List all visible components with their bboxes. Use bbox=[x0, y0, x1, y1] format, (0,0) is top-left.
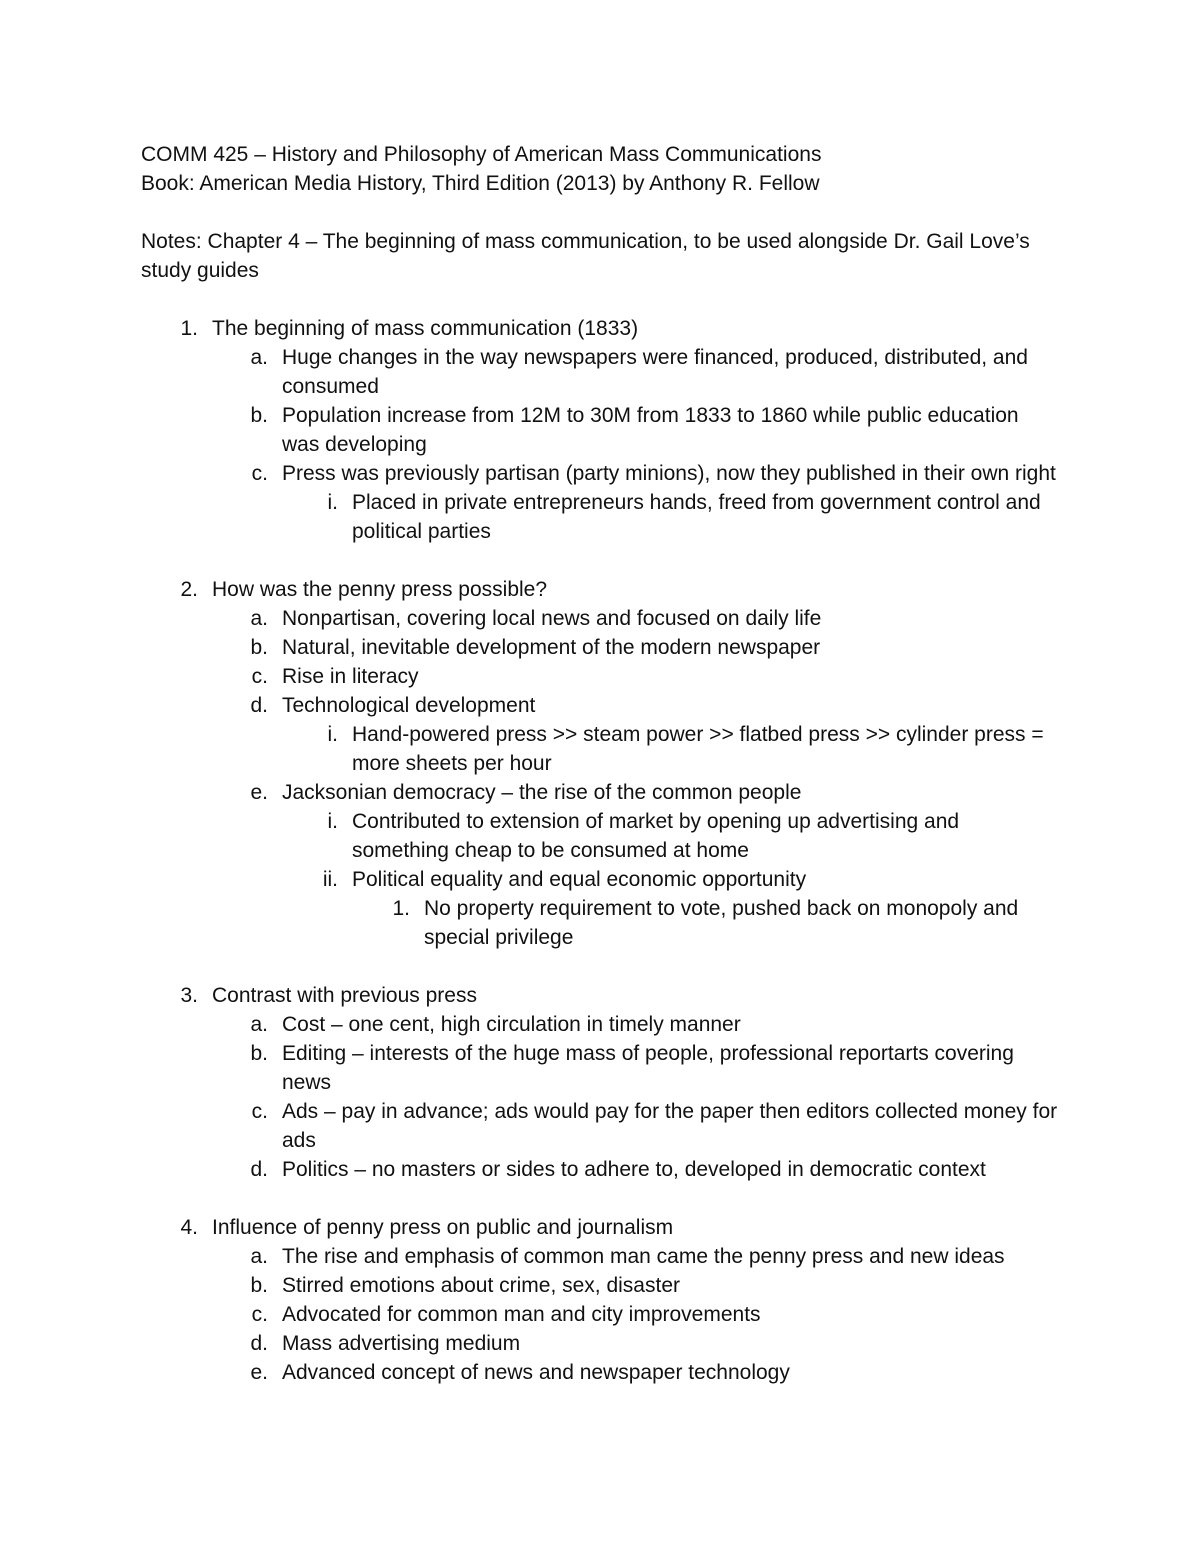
list-marker: i. bbox=[327, 723, 338, 746]
document-page bbox=[141, 140, 1061, 1387]
list-item-text: Advanced concept of news and newspaper technology bbox=[282, 1361, 790, 1384]
list-marker: c. bbox=[251, 1303, 268, 1326]
sub-sub-list-item bbox=[141, 894, 1061, 952]
notes-heading: Notes: Chapter 4 – The beginning of mass communication, to be used alongside Dr. Gail Love’s study guides bbox=[141, 230, 1030, 282]
list-marker: a. bbox=[250, 346, 268, 369]
list-marker: 3. bbox=[180, 984, 198, 1007]
sub-list-item bbox=[141, 865, 1061, 894]
list-item-text: Contrast with previous press bbox=[212, 984, 477, 1007]
spacer bbox=[141, 952, 1061, 981]
list-item-text: The rise and emphasis of common man came the penny press and new ideas bbox=[282, 1245, 1005, 1268]
list-item bbox=[141, 1358, 1061, 1387]
list-item bbox=[141, 343, 1061, 401]
sub-list-item bbox=[141, 488, 1061, 546]
list-marker: i. bbox=[327, 810, 338, 833]
list-marker: a. bbox=[250, 607, 268, 630]
list-item bbox=[141, 1097, 1061, 1155]
list-item bbox=[141, 401, 1061, 459]
list-marker: d. bbox=[250, 1332, 268, 1355]
outline-list bbox=[141, 314, 1061, 1387]
list-item-text: Technological development bbox=[282, 694, 536, 717]
list-item-text: Cost – one cent, high circulation in timely manner bbox=[282, 1013, 741, 1036]
list-marker: b. bbox=[250, 1042, 268, 1065]
list-marker: a. bbox=[250, 1013, 268, 1036]
list-marker: a. bbox=[250, 1245, 268, 1268]
list-marker: 1. bbox=[180, 317, 198, 340]
list-marker: c. bbox=[251, 1100, 268, 1123]
list-marker: b. bbox=[250, 404, 268, 427]
list-item-text: No property requirement to vote, pushed back on monopoly and special privilege bbox=[424, 897, 1019, 949]
list-item bbox=[141, 1329, 1061, 1358]
list-item-text: Nonpartisan, covering local news and focused on daily life bbox=[282, 607, 822, 630]
list-item-text: The beginning of mass communication (1833) bbox=[212, 317, 639, 340]
list-marker: 4. bbox=[180, 1216, 198, 1239]
list-item bbox=[141, 778, 1061, 807]
section-heading bbox=[141, 314, 1061, 343]
list-item-text: Press was previously partisan (party minions), now they published in their own right bbox=[282, 462, 1056, 485]
list-marker: b. bbox=[250, 636, 268, 659]
list-marker: ii. bbox=[322, 868, 338, 891]
list-item-text: Population increase from 12M to 30M from 1833 to 1860 while public education was developing bbox=[282, 404, 1019, 456]
section-heading bbox=[141, 981, 1061, 1010]
list-item-text: Natural, inevitable development of the modern newspaper bbox=[282, 636, 821, 659]
spacer bbox=[141, 198, 1061, 227]
list-marker: c. bbox=[251, 665, 268, 688]
spacer bbox=[141, 546, 1061, 575]
list-marker: 2. bbox=[180, 578, 198, 601]
list-item-text: Contributed to extension of market by opening up advertising and something cheap to be consumed at home bbox=[352, 810, 960, 862]
list-item-text: Mass advertising medium bbox=[282, 1332, 521, 1355]
list-item bbox=[141, 1300, 1061, 1329]
sub-list-item bbox=[141, 720, 1061, 778]
list-item-text: Stirred emotions about crime, sex, disaster bbox=[282, 1274, 680, 1297]
list-item-text: Huge changes in the way newspapers were financed, produced, distributed, and consumed bbox=[282, 346, 1028, 398]
list-item-text: Advocated for common man and city improvements bbox=[282, 1303, 761, 1326]
list-item-text: Ads – pay in advance; ads would pay for the paper then editors collected money for ads bbox=[282, 1100, 1058, 1152]
list-item-text: Jacksonian democracy – the rise of the common people bbox=[282, 781, 802, 804]
spacer bbox=[141, 285, 1061, 314]
list-marker: d. bbox=[250, 1158, 268, 1181]
section-heading bbox=[141, 1213, 1061, 1242]
list-item bbox=[141, 459, 1061, 488]
list-item bbox=[141, 1039, 1061, 1097]
list-item bbox=[141, 662, 1061, 691]
list-item bbox=[141, 604, 1061, 633]
list-item bbox=[141, 1271, 1061, 1300]
list-marker: i. bbox=[327, 491, 338, 514]
list-item-text: How was the penny press possible? bbox=[212, 578, 548, 601]
list-item-text: Politics – no masters or sides to adhere to, developed in democratic context bbox=[282, 1158, 986, 1181]
list-item bbox=[141, 691, 1061, 720]
list-item bbox=[141, 1010, 1061, 1039]
list-marker: 1. bbox=[392, 897, 410, 920]
list-item-text: Rise in literacy bbox=[282, 665, 419, 688]
list-item bbox=[141, 633, 1061, 662]
list-item bbox=[141, 1242, 1061, 1271]
list-marker: c. bbox=[251, 462, 268, 485]
course-title: COMM 425 – History and Philosophy of American Mass Communications bbox=[141, 143, 822, 166]
list-marker: d. bbox=[250, 694, 268, 717]
list-item-text: Influence of penny press on public and journalism bbox=[212, 1216, 674, 1239]
book-reference: Book: American Media History, Third Edition (2013) by Anthony R. Fellow bbox=[141, 172, 820, 195]
list-marker: b. bbox=[250, 1274, 268, 1297]
list-item-text: Editing – interests of the huge mass of people, professional reportarts covering news bbox=[282, 1042, 1014, 1094]
section-heading bbox=[141, 575, 1061, 604]
list-marker: e. bbox=[250, 1361, 268, 1384]
list-item-text: Political equality and equal economic opportunity bbox=[352, 868, 807, 891]
spacer bbox=[141, 1184, 1061, 1213]
list-item-text: Hand-powered press >> steam power >> flatbed press >> cylinder press = more sheets per hour bbox=[352, 723, 1044, 775]
list-item bbox=[141, 1155, 1061, 1184]
list-marker: e. bbox=[250, 781, 268, 804]
sub-list-item bbox=[141, 807, 1061, 865]
list-item-text: Placed in private entrepreneurs hands, freed from government control and political parties bbox=[352, 491, 1041, 543]
